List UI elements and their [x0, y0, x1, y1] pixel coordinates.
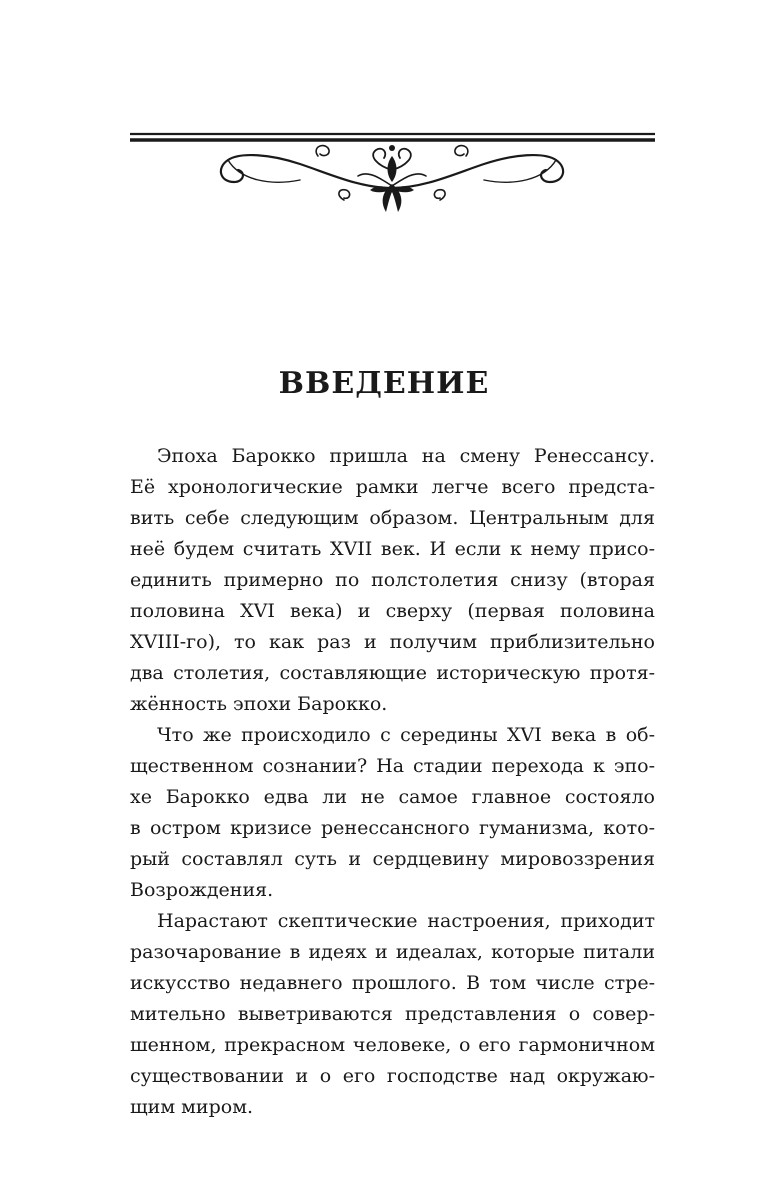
- text-line: Нарастают скептические настроения, приходит: [157, 910, 655, 932]
- ornament-curl-top-right: [455, 146, 468, 156]
- text-line: шенном, прекрасном человеке, о его гармоничном: [130, 1034, 655, 1056]
- text-line: рый составлял суть и сердцевину мировоззрения: [130, 848, 655, 870]
- text-line: Её хронологические рамки легче всего предста-: [130, 476, 655, 498]
- text-line: щим миром.: [130, 1096, 254, 1118]
- text-line: половина XVI века) и сверху (первая половина: [130, 600, 655, 622]
- chapter-title: ВВЕДЕНИЕ: [278, 366, 490, 401]
- ornament-scroll-right: [392, 155, 563, 188]
- ornament-curl-top-left: [316, 146, 329, 156]
- text-line: два столетия, составляющие историческую протя-: [130, 662, 655, 684]
- ornament-fleur: [370, 145, 414, 212]
- ornament-scroll-left: [221, 155, 392, 188]
- text-line: жённость эпохи Барокко.: [130, 693, 388, 715]
- body-text: [130, 441, 655, 1123]
- ornament-curl-bottom-left: [339, 190, 350, 200]
- paragraph-2: [130, 720, 655, 906]
- text-line: Возрождения.: [130, 879, 274, 901]
- text-line: существовании и о его господстве над окружаю-: [130, 1065, 655, 1087]
- ornament-scroll-right-inner: [484, 160, 556, 182]
- ornament-scroll-left-inner: [228, 160, 300, 182]
- text-line: неё будем считать XVII век. И если к нему присо-: [130, 538, 655, 560]
- paragraph-1: [130, 441, 655, 720]
- header-ornament: [130, 130, 655, 218]
- text-line: Эпоха Барокко пришла на смену Ренессансу.: [157, 445, 655, 467]
- text-line: искусство недавнего прошлого. В том числе стре-: [130, 972, 655, 994]
- text-line: единить примерно по полстолетия снизу (вторая: [130, 569, 655, 591]
- paragraph-3: [130, 906, 655, 1123]
- text-line: мительно выветриваются представления о совер-: [130, 1003, 655, 1025]
- text-line: Что же происходило с середины XVI века в об-: [157, 724, 655, 746]
- text-line: щественном сознании? На стадии перехода к эпо-: [130, 755, 655, 777]
- ornament-curl-bottom-right: [434, 190, 445, 200]
- text-line: XVIII-го), то как раз и получим приблизительно: [130, 631, 655, 653]
- text-line: в остром кризисе ренессансного гуманизма, кото-: [130, 817, 655, 839]
- text-line: разочарование в идеях и идеалах, которые питали: [130, 941, 655, 963]
- text-line: хе Барокко едва ли не самое главное состояло: [130, 786, 655, 808]
- text-line: вить себе следующим образом. Центральным для: [130, 507, 655, 529]
